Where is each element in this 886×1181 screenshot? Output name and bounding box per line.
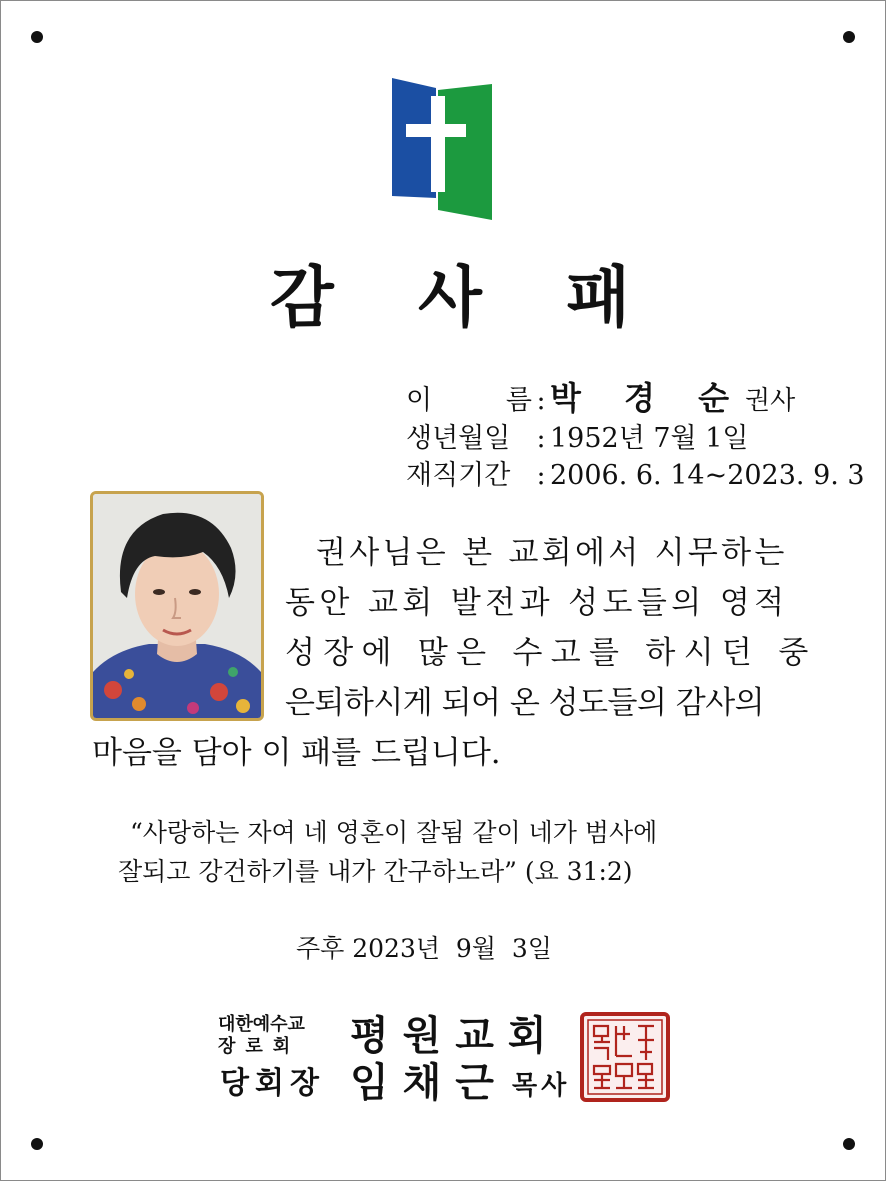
award-date: 주후 2023년 9월 3일 [296, 934, 552, 963]
name-label: 이 름 [406, 385, 532, 416]
denomination-line-1: 대한예수교 [218, 1014, 305, 1035]
title-char: 감 [270, 259, 334, 336]
citation-line-4: 은퇴하시게 되어 온 성도들의 감사의 [285, 685, 765, 721]
chair-label: 당회장 [220, 1066, 325, 1101]
recipient-info [406, 380, 865, 494]
recipient-title: 권사 [745, 386, 796, 416]
screw-top-left [31, 31, 43, 43]
colon: : [536, 423, 546, 454]
name-row [406, 380, 865, 420]
church-cross-logo-icon [392, 78, 494, 222]
colon: : [536, 460, 546, 491]
verse-line-2: 잘되고 강건하기를 내가 간구하노라” (요 31:2) [118, 857, 633, 886]
church-seal-stamp [580, 1012, 670, 1102]
colon: : [536, 385, 546, 416]
plaque-title [270, 258, 630, 338]
tenure-value: 2006. 6. 14~2023. 9. 3 [550, 460, 865, 491]
birth-label: 생년월일 [406, 423, 511, 454]
church-name: 평원교회 [350, 1013, 561, 1059]
pastor-title: 목사 [512, 1071, 571, 1101]
tenure-row [406, 457, 865, 494]
screw-bottom-left [31, 1138, 43, 1150]
birth-value: 1952년 7월 1일 [550, 423, 749, 454]
recipient-photo [90, 491, 264, 721]
citation-line-5: 마음을 담아 이 패를 드립니다. [92, 735, 501, 771]
citation-line-2: 동안 교회 발전과 성도들의 영적 [285, 585, 789, 621]
citation-line-1: 권사님은 본 교회에서 시무하는 [316, 535, 788, 571]
title-char: 패 [566, 259, 630, 336]
recipient-name: 박 경 순 [550, 379, 746, 417]
tenure-label: 재직기간 [406, 460, 511, 491]
birth-row [406, 420, 865, 457]
citation-line-3: 성장에 많은 수고를 하시던 중 [285, 635, 817, 671]
denomination-line-2: 장로회 [218, 1036, 301, 1057]
pastor-name: 임채근 [350, 1060, 508, 1106]
denomination [218, 1014, 305, 1058]
portrait-image [93, 494, 261, 718]
screw-top-right [843, 31, 855, 43]
verse-line-1: “사랑하는 자여 네 영혼이 잘됨 같이 네가 범사에 [130, 818, 658, 847]
screw-bottom-right [843, 1138, 855, 1150]
title-char: 사 [418, 259, 482, 336]
